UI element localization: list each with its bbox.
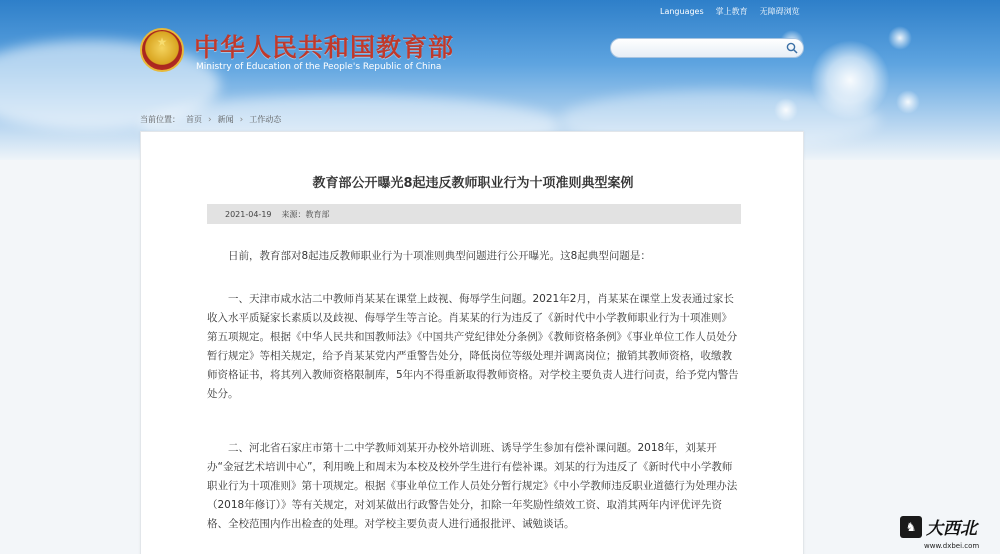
chevron-right-icon: ›	[239, 114, 244, 125]
breadcrumb-prefix: 当前位置：	[140, 115, 180, 124]
watermark	[900, 512, 996, 552]
article-paragraph: 日前，教育部对8起违反教师职业行为十项准则典型问题进行公开曝光。这8起典型问题是：	[228, 250, 651, 262]
article-title: 教育部公开曝光8起违反教师职业行为十项准则典型案例	[312, 176, 634, 191]
languages-link[interactable]: Languages	[660, 6, 704, 16]
mobile-link[interactable]: 掌上教育	[715, 6, 748, 16]
article-card	[140, 131, 804, 554]
article-source: 来源：教育部	[281, 209, 330, 219]
article-paragraph: 二、河北省石家庄市第十二中学教师刘某开办校外培训班、诱导学生参加有偿补课问题。2018年，刘某开办“金冠艺术培训中心”，利用晚上和周末为本校及校外学生进行有偿补课。刘某的行为违反了《新时代中小学教师职业行为十项准则》第十项规定。根据《事业单位工作人员处分暂行规定》《中小学教师违反职业道德行为处理办法（2018年修订）》等有关规定，对刘某做出行政警告处分，扣除一年奖励性绩效工资、取消其两年内评优评先资格、全校范围内作出检查的处理。对学校主要负责人进行通报批评、诫勉谈话。	[207, 442, 738, 530]
national-emblem-icon[interactable]: ★	[140, 28, 184, 72]
search-icon[interactable]	[786, 42, 798, 54]
watermark-text: 大西北	[926, 519, 977, 539]
breadcrumb-item-news[interactable]: 新闻	[217, 115, 234, 124]
search-box	[610, 38, 804, 58]
article-paragraph: 一、天津市咸水沽二中教师肖某某在课堂上歧视、侮辱学生问题。2021年2月，肖某某在课堂上发表通过家长收入水平质疑家长素质以及歧视、侮辱学生等言论。肖某某的行为违反了《新时代中小学教师职业行为十项准则》第五项规定。根据《中华人民共和国教师法》《中国共产党纪律处分条例》《教师资格条例》《事业单位工作人员处分暂行规定》等相关规定，给予肖某某党内严重警告处分，降低岗位等级处理并调离岗位；撤销其教师资格，收缴教师资格证书，将其列入教师资格限制库，5年内不得重新取得教师资格。对学校主要负责人进行问责，给予党内警告处分。	[207, 293, 739, 400]
top-nav	[660, 4, 800, 18]
watermark-logo-icon: ♞	[900, 516, 922, 538]
watermark-url: www.dxbei.com	[924, 542, 980, 550]
chevron-right-icon: ›	[208, 114, 212, 125]
search-input[interactable]	[619, 41, 779, 55]
article-date: 2021-04-19	[225, 209, 272, 219]
accessible-link[interactable]: 无障碍浏览	[759, 6, 800, 16]
article-meta-bar	[207, 204, 741, 224]
breadcrumb	[140, 114, 281, 125]
site-subtitle: Ministry of Education of the People's Republic of China	[196, 62, 442, 72]
breadcrumb-item-home[interactable]: 首页	[186, 115, 202, 124]
breadcrumb-item-work-news[interactable]: 工作动态	[249, 115, 282, 124]
site-title[interactable]: 中华人民共和国教育部	[194, 33, 455, 62]
